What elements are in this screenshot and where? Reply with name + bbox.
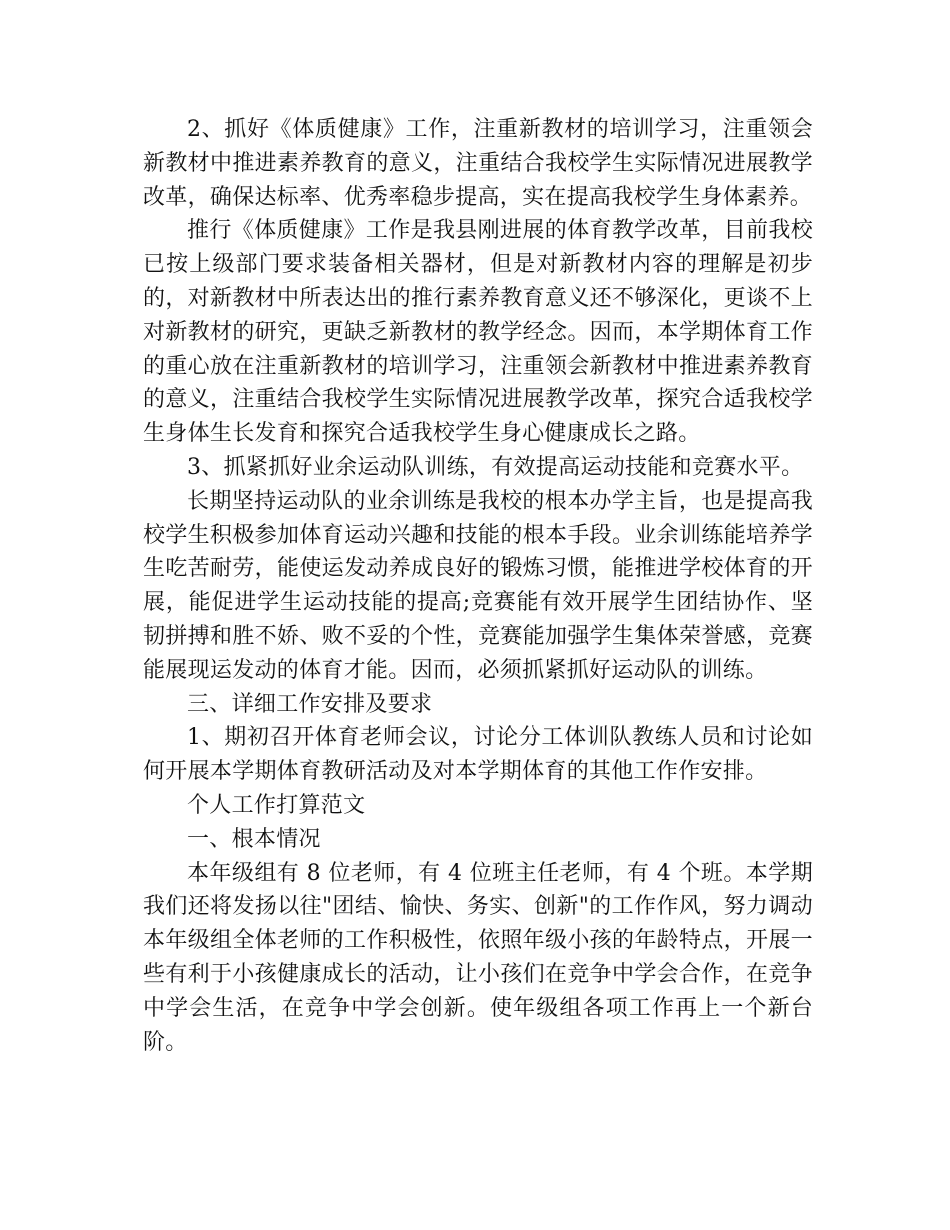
paragraph-grade-group-overview: 本年级组有 8 位老师，有 4 位班主任老师，有 4 个班。本学期我们还将发扬以往"团结、愉快、务实、创新"的工作作风，努力调动本年级组全体老师的工作积极性，依照年级小孩的年龄特点，开展一些有利于小孩健康成长的活动，让小孩们在竞争中学会合作，在竞争中学会生活，在竞争中学会创新。使年级组各项工作再上一个新台阶。 bbox=[143, 860, 813, 1055]
section-heading-personal-plan: 个人工作打算范文 bbox=[187, 792, 366, 818]
paragraph-item-3-sports-team: 3、抓紧抓好业余运动队训练，有效提高运动技能和竞赛水平。 bbox=[187, 454, 804, 480]
paragraph-sports-team-training: 长期坚持运动队的业余训练是我校的根本办学主旨，也是提高我校学生积极参加体育运动兴趣和技能的根本手段。业余训练能培养学生吃苦耐劳，能使运发动养成良好的锻炼习惯，能推进学校体育的开展，能促进学生运动技能的提高;竞赛能有效开展学生团结协作、坚韧拼搏和胜不娇、败不妥的个性，竞赛能加强学生集体荣誉感，竞赛能展现运发动的体育才能。因而，必须抓紧抓好运动队的训练。 bbox=[143, 488, 813, 683]
section-heading-basic-situation: 一、根本情况 bbox=[187, 826, 321, 852]
document-body bbox=[143, 113, 813, 1059]
paragraph-item-1-teacher-meeting: 1、期初召开体育老师会议，讨论分工体训队教练人员和讨论如何开展本学期体育教研活动及对本学期体育的其他工作作安排。 bbox=[143, 725, 813, 785]
section-heading-work-arrangements: 三、详细工作安排及要求 bbox=[187, 691, 433, 717]
paragraph-item-2-fitness-health: 2、抓好《体质健康》工作，注重新教材的培训学习，注重领会新教材中推进素养教育的意义，注重结合我校学生实际情况进展教学改革，确保达标率、优秀率稳步提高，实在提高我校学生身体素养。 bbox=[143, 117, 813, 210]
paragraph-fitness-health-reform: 推行《体质健康》工作是我县刚进展的体育教学改革，目前我校已按上级部门要求装备相关器材，但是对新教材内容的理解是初步的，对新教材中所表达出的推行素养教育意义还不够深化，更谈不上对新教材的研究，更缺乏新教材的教学经念。因而，本学期体育工作的重心放在注重新教材的培训学习，注重领会新教材中推进素养教育的意义，注重结合我校学生实际情况进展教学改革，探究合适我校学生身体生长发育和探究合适我校学生身心健康成长之路。 bbox=[143, 218, 813, 447]
